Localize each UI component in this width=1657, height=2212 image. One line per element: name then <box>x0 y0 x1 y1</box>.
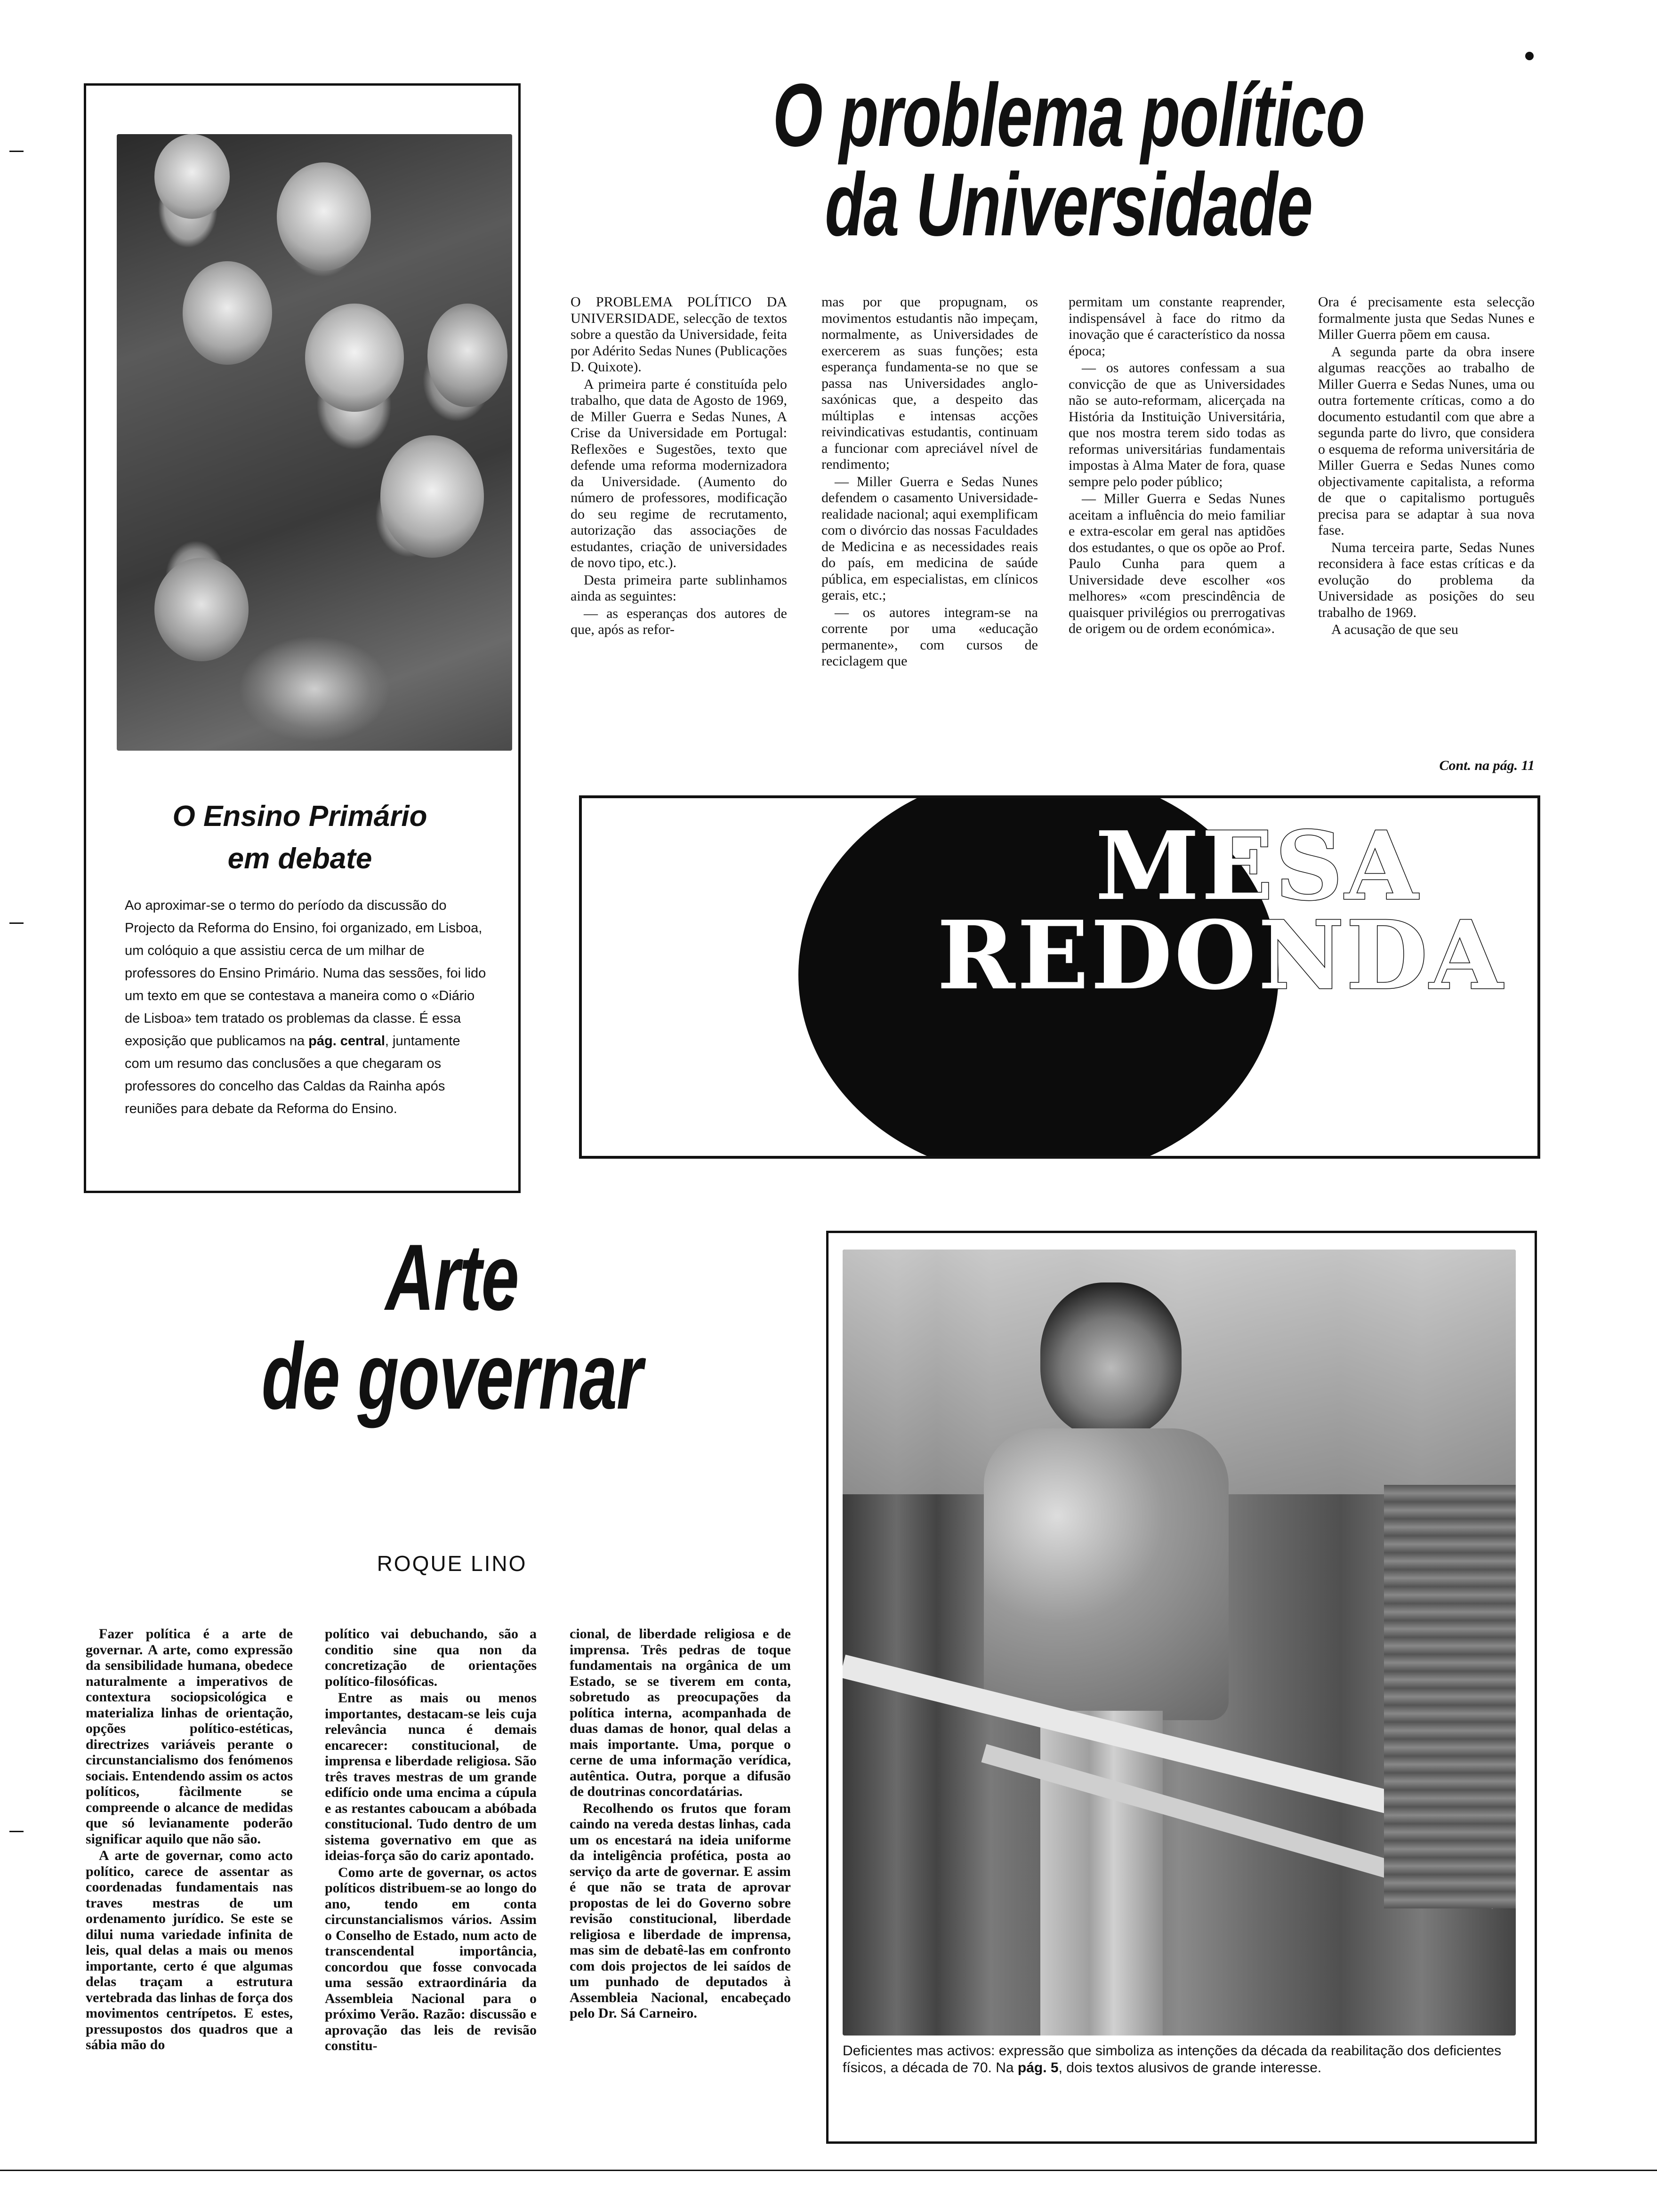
mesa-line: MESA <box>1095 811 1420 922</box>
child-body <box>984 1428 1229 1720</box>
edge-mark <box>9 1831 24 1832</box>
top-headline <box>685 65 1451 255</box>
paragraph: Numa terceira parte, Sedas Nunes reconsidera à face estas críticas e da evolução do problema da Universidade as posições do seu trabalho de 1969. <box>1318 539 1535 620</box>
top-headline-line2: da Universidade <box>825 155 1312 255</box>
mesa-redonda-banner <box>579 795 1540 1159</box>
paragraph: Desta primeira parte sublinhamos ainda as seguintes: <box>571 572 787 604</box>
paragraph: — os autores confessam a sua convicção de que as Universidades não se auto-reformam, alicerçada na História da Instituição Universitária, que nos mostra terem sido todas as reformas universitárias fundamentais impostas à Alma Mater de fora, quase sempre pelo poder público; <box>1069 360 1285 489</box>
paragraph: político vai debuchando, são a conditio sine qua non da concretização de orientações político-filosóficas. <box>325 1626 537 1689</box>
arte-column-3 <box>570 1626 791 2022</box>
child-face <box>154 558 249 661</box>
top-article-column-4 <box>1318 294 1535 639</box>
child-face <box>380 435 484 558</box>
child-face <box>154 134 230 219</box>
caption-text: Deficientes mas activos: expressão que simboliza as intenções da década da reabilitação dos deficientes físicos, a década de 70. Na <box>843 2043 1502 2076</box>
right-figure <box>1384 1485 1516 1908</box>
deficientes-photo <box>843 1250 1516 2036</box>
bottom-rule <box>0 2170 1657 2171</box>
paragraph: A arte de governar, como acto político, carece de assentar as coordenadas fundamentais nas traves mestras de um ordenamento jurídico. Se este se dilui numa variedade infinita de leis, qual delas a mais ou menos importante, certo é que algumas delas traçam a estrutura vertebrada das linhas de força dos movimentos centrípetos. E estes, pressupostos dos quadros que a sábia mão do <box>86 1848 293 2052</box>
paragraph: — Miller Guerra e Sedas Nunes aceitam a influência do meio familiar e extra-escolar em geral nas aptidões dos estudantes, o que os opõe ao Prof. Paulo Cunha para quem a Universidade deve escolher «os melhores» «com prescindência de quaisquer privilégios ou prerrogativas de origem ou de ordem económica». <box>1069 491 1285 636</box>
photo-caption <box>843 2043 1516 2076</box>
paragraph: — os autores integram-se na corrente por uma «educação permanente», com cursos de reciclagem que <box>821 604 1038 669</box>
child-face <box>427 304 507 407</box>
edge-mark <box>9 151 24 152</box>
edge-mark <box>9 922 24 924</box>
child-head <box>1040 1282 1182 1438</box>
ensino-page-ref: pág. central <box>308 1034 385 1049</box>
top-headline-line1: O problema político <box>772 65 1365 165</box>
arte-headline-line1: Arte <box>385 1225 519 1330</box>
ensino-body-text-end: , juntamente com um resumo das conclusões a que chegaram os professores do concelho das Caldas da Rainha após reuniões para debate da Reforma do Ensino. <box>125 1034 460 1116</box>
arte-column-2 <box>325 1626 537 2055</box>
continued-reference: Cont. na pág. 11 <box>1439 758 1535 773</box>
child-face <box>305 304 404 412</box>
caption-text-end: , dois textos alusivos de grande interesse. <box>1058 2060 1322 2076</box>
paragraph: Entre as mais ou menos importantes, destacam-se leis cuja relevância nunca é demais encarecer: constitucional, de imprensa e liberdade religiosa. São três traves mestras de um grande edifício onde uma encima a cúpula e as restantes caboucam a abóbada constitucional. Tudo dentro de um sistema governativo em que as ideias-força são do cariz apontado. <box>325 1690 537 1863</box>
caption-page-ref: pág. 5 <box>1017 2060 1059 2076</box>
ensino-title <box>84 795 516 880</box>
redonda-line: REDONDA <box>937 900 1504 1011</box>
top-article-column-3 <box>1069 294 1285 638</box>
byline: ROQUE LINO <box>377 1551 527 1576</box>
ensino-title-line1: O Ensino Primário <box>172 800 427 833</box>
paragraph: A primeira parte é constituída pelo trabalho, que data de Agosto de 1969, de Miller Guerra e Sedas Nunes, A Crise da Universidade em Portugal: Reflexões e Sugestões, texto que defende uma reforma modernizadora da Universidade. (Aumento do número de professores, modificação do seu regime de recrutamento, autorização das associações de estudantes, criação de universidades de novo tipo, etc.). <box>571 376 787 570</box>
paragraph: — Miller Guerra e Sedas Nunes defendem o casamento Universidade-realidade nacional; aqui exemplificam com o divórcio das nossas Faculdades de Medicina e as necessidades reais do país, em medicina de saúde pública, em especialistas, em clínicos gerais, etc.; <box>821 473 1038 603</box>
paragraph: permitam um constante reaprender, indispensável à face do ritmo da inovação que é característico da nossa época; <box>1069 294 1285 359</box>
arte-headline <box>187 1225 716 1429</box>
child-face <box>183 261 272 365</box>
paragraph: cional, de liberdade religiosa e de imprensa. Três pedras de toque fundamentais na orgânica de um Estado, se se tiverem em conta, sobretudo as preocupações da política interna, acompanhada de duas damas de honor, qual delas a mais importante. Uma, porque o cerne de uma informação verídica, autêntica. Outra, porque a difusão de doutrinas concordatárias. <box>570 1626 791 1799</box>
ensino-title-line2: em debate <box>227 842 372 875</box>
arte-column-1 <box>86 1626 293 2054</box>
ensino-body-text: Ao aproximar-se o termo do período da discussão do Projecto da Reforma do Ensino, foi organizado, em Lisboa, um colóquio a que assistiu cerca de um milhar de professores do Ensino Primário. Numa das sessões, foi lido um texto em que se contestava a maneira como o «Diário de Lisboa» tem tratado os problemas da classe. É essa exposição que publicamos na <box>125 898 486 1049</box>
paragraph: Como arte de governar, os actos políticos distribuem-se ao longo do ano, tendo em conta circunstancialismos vários. Assim o Conselho de Estado, num acto de transcendental importância, concordou que fosse convocada uma sessão extraordinária da Assembleia Nacional para o próximo Verão. Razão: discussão e aprovação das leis de revisão constitu- <box>325 1864 537 2053</box>
paragraph: — as esperanças dos autores de que, após as refor- <box>571 605 787 637</box>
child-legs <box>1040 1711 1163 2036</box>
children-photo <box>117 134 512 751</box>
top-article-column-2 <box>821 294 1038 671</box>
paragraph: Recolhendo os frutos que foram caindo na vereda destas linhas, cada um os encestará na ideia uniforme da inteligência profética, posta ao serviço da arte de governar. E assim é que não se trata de aprovar propostas de lei do Governo sobre revisão constitucional, liberdade religiosa e liberdade de imprensa, mas sim de debatê-las em confronto com dois projectos de lei saídos de um punhado de deputados à Assembleia Nacional, encabeçado pelo Dr. Sá Carneiro. <box>570 1800 791 2021</box>
mesa-redonda-title <box>591 811 1533 1011</box>
ensino-body <box>125 894 487 1120</box>
paragraph: Ora é precisamente esta selecção formalmente justa que Sedas Nunes e Miller Guerra põem em causa. <box>1318 294 1535 342</box>
registration-mark <box>1525 52 1534 60</box>
child-face <box>277 162 371 271</box>
paragraph: A acusação de que seu <box>1331 622 1458 637</box>
paragraph: Fazer política é a arte de governar. A arte, como expressão da sensibilidade humana, obedece naturalmente a imperativos de contextura sociopsicológica e materializa linhas de orientação, opções político-estéticas, directrizes variáveis perante o circunstancialismo dos fenómenos sociais. Entendendo assim os actos políticos, fàcilmente se compreende o alcance de medidas que só levianamente poderão significar aquilo que não são. <box>86 1626 293 1847</box>
paragraph: mas por que propugnam, os movimentos estudantis não impeçam, normalmente, as Universidades de exercerem as suas funções; esta esperança fundamenta-se no que se passa nas Universidades anglo-saxónicas que, a despeito das múltiplas e intensas acções reivindicativas estudantis, continuam a funcionar com apreciável nível de rendimento; <box>821 294 1038 472</box>
arte-headline-line2: de governar <box>261 1324 643 1429</box>
top-article-column-1 <box>571 294 787 639</box>
paragraph: A segunda parte da obra insere algumas reacções ao trabalho de Miller Guerra e Sedas Nunes, uma ou outra fortemente críticas, como a do documento estudantil com que abre a segunda parte do livro, que considera o esquema de reforma universitária de Miller Guerra e Sedas Nunes como objectivamente capitalista, a reforma de que o capitalismo português precisa para se adaptar à sua nova fase. <box>1318 344 1535 538</box>
paragraph: O PROBLEMA POLÍTICO DA UNIVERSIDADE, selecção de textos sobre a questão da Universidade, feita por Adérito Sedas Nunes (Publicações D. Quixote). <box>571 294 787 375</box>
